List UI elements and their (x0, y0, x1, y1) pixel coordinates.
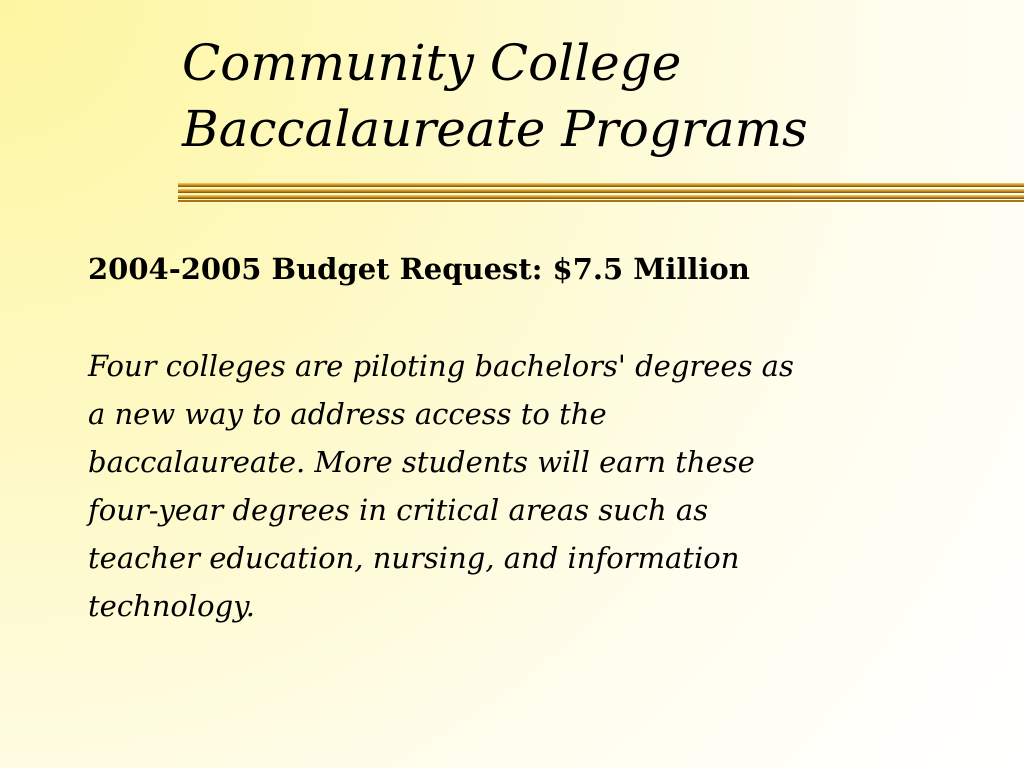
budget-request-heading: 2004-2005 Budget Request: $7.5 Million (88, 252, 750, 286)
title-divider-rule (178, 181, 1024, 205)
slide-title-line-1: Community College (182, 34, 682, 92)
slide-title (182, 30, 808, 162)
body-line: baccalaureate. More students will earn these (88, 445, 755, 479)
slide-title-line-2: Baccalaureate Programs (182, 100, 808, 158)
body-line: four-year degrees in critical areas such as (88, 493, 709, 527)
body-line: Four colleges are piloting bachelors' degrees as (88, 349, 794, 383)
body-paragraph (88, 342, 948, 630)
body-line: a new way to address access to the (88, 397, 607, 431)
body-line: teacher education, nursing, and information (88, 541, 740, 575)
body-line: technology. (88, 589, 255, 623)
